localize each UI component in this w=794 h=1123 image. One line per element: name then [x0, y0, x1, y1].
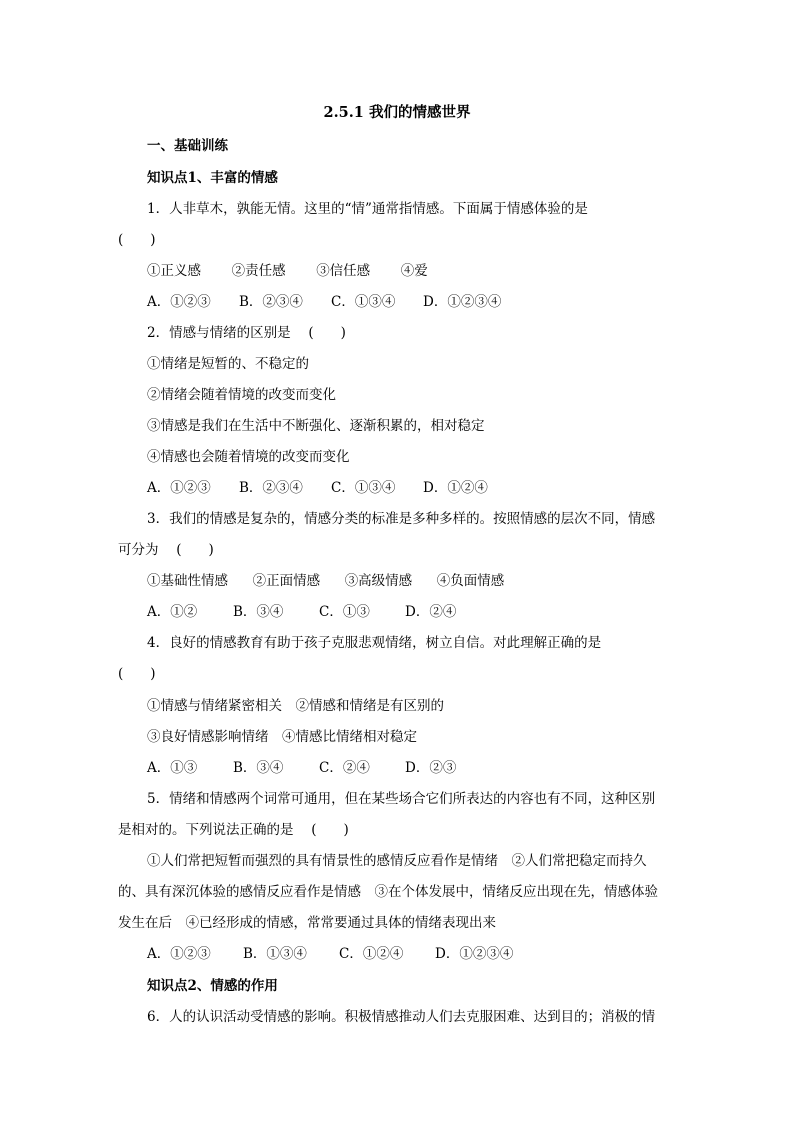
option-c: C．②④: [319, 760, 370, 776]
answer-paren: ( ): [118, 666, 156, 682]
option-a: A．①②③: [147, 480, 211, 496]
option-a: A．①②: [147, 604, 198, 620]
question-stem: 4．良好的情感教育有助于孩子克服悲观情绪，树立自信。对此理解正确的是: [147, 635, 602, 651]
option-b: B．③④: [233, 604, 284, 620]
answer-options: [147, 293, 501, 311]
answer-options: [147, 945, 513, 963]
question-items: [147, 262, 428, 280]
option-c: C．①③④: [331, 480, 396, 496]
option-a: A．①②③: [147, 946, 211, 962]
question-stem: 2．情感与情绪的区别是 ( ): [147, 325, 346, 341]
option-b: B．③④: [233, 760, 284, 776]
question-text: 发生在后 ④已经形成的情感，常常要通过具体的情绪表现出来: [118, 915, 496, 931]
question-item: ①情绪是短暂的、不稳定的: [147, 356, 309, 372]
answer-options: [147, 479, 488, 497]
question-text: ①人们常把短暂而强烈的具有情景性的感情反应看作是情绪 ②人们常把稳定而持久: [147, 853, 647, 869]
option-d: D．①②③④: [435, 946, 514, 962]
answer-options: [147, 759, 456, 777]
question-stem-cont: 可分为 ( ): [118, 542, 214, 558]
item: ②责任感: [231, 263, 286, 279]
question-items: ①情感与情绪紧密相关 ②情感和情绪是有区别的: [147, 698, 444, 714]
question-item: ②情绪会随着情境的改变而变化: [147, 387, 336, 403]
question-items: [147, 572, 504, 590]
item: ④负面情感: [436, 573, 505, 589]
option-d: D．②③: [405, 760, 457, 776]
page-title: 2.5.1 我们的情感世界: [323, 104, 471, 121]
option-c: C．①②④: [339, 946, 404, 962]
option-c: C．①③④: [331, 294, 396, 310]
option-d: D．②④: [405, 604, 457, 620]
item: ①正义感: [147, 263, 201, 279]
question-stem: 1．人非草木，孰能无情。这里的“情”通常指情感。下面属于情感体验的是: [147, 201, 588, 217]
option-d: D．①②③④: [423, 294, 502, 310]
option-a: A．①②③: [147, 294, 211, 310]
knowledge-point-heading: 知识点1、丰富的情感: [147, 170, 278, 186]
question-item: ④情感也会随着情境的改变而变化: [147, 449, 350, 465]
option-b: B．②③④: [239, 294, 303, 310]
option-a: A．①③: [147, 760, 198, 776]
answer-paren: ( ): [118, 232, 156, 248]
question-items: ③良好情感影响情绪 ④情感比情绪相对稳定: [147, 729, 417, 745]
option-c: C．①③: [319, 604, 370, 620]
item: ①基础性情感: [147, 573, 228, 589]
answer-options: [147, 603, 456, 621]
question-stem: 3．我们的情感是复杂的，情感分类的标准是多种多样的。按照情感的层次不同，情感: [147, 511, 656, 527]
question-text: 的、具有深沉体验的感情反应看作是情感 ③在个体发展中，情绪反应出现在先，情感体验: [118, 884, 658, 900]
knowledge-point-heading: 知识点2、情感的作用: [147, 978, 278, 994]
item: ②正面情感: [252, 573, 321, 589]
option-b: B．②③④: [239, 480, 303, 496]
section-heading: 一、基础训练: [147, 138, 228, 154]
option-b: B．①③④: [243, 946, 307, 962]
question-stem: 5．情绪和情感两个词常可通用，但在某些场合它们所表达的内容也有不同，这种区别: [147, 791, 656, 807]
item: ③高级情感: [344, 573, 413, 589]
item: ④爱: [400, 263, 428, 279]
question-stem-cont: 是相对的。下列说法正确的是 ( ): [118, 822, 349, 838]
option-d: D．①②④: [423, 480, 488, 496]
question-stem: 6．人的认识活动受情感的影响。积极情感推动人们去克服困难、达到目的；消极的情: [147, 1009, 656, 1025]
item: ③信任感: [316, 263, 371, 279]
question-item: ③情感是我们在生活中不断强化、逐渐积累的，相对稳定: [147, 418, 485, 434]
